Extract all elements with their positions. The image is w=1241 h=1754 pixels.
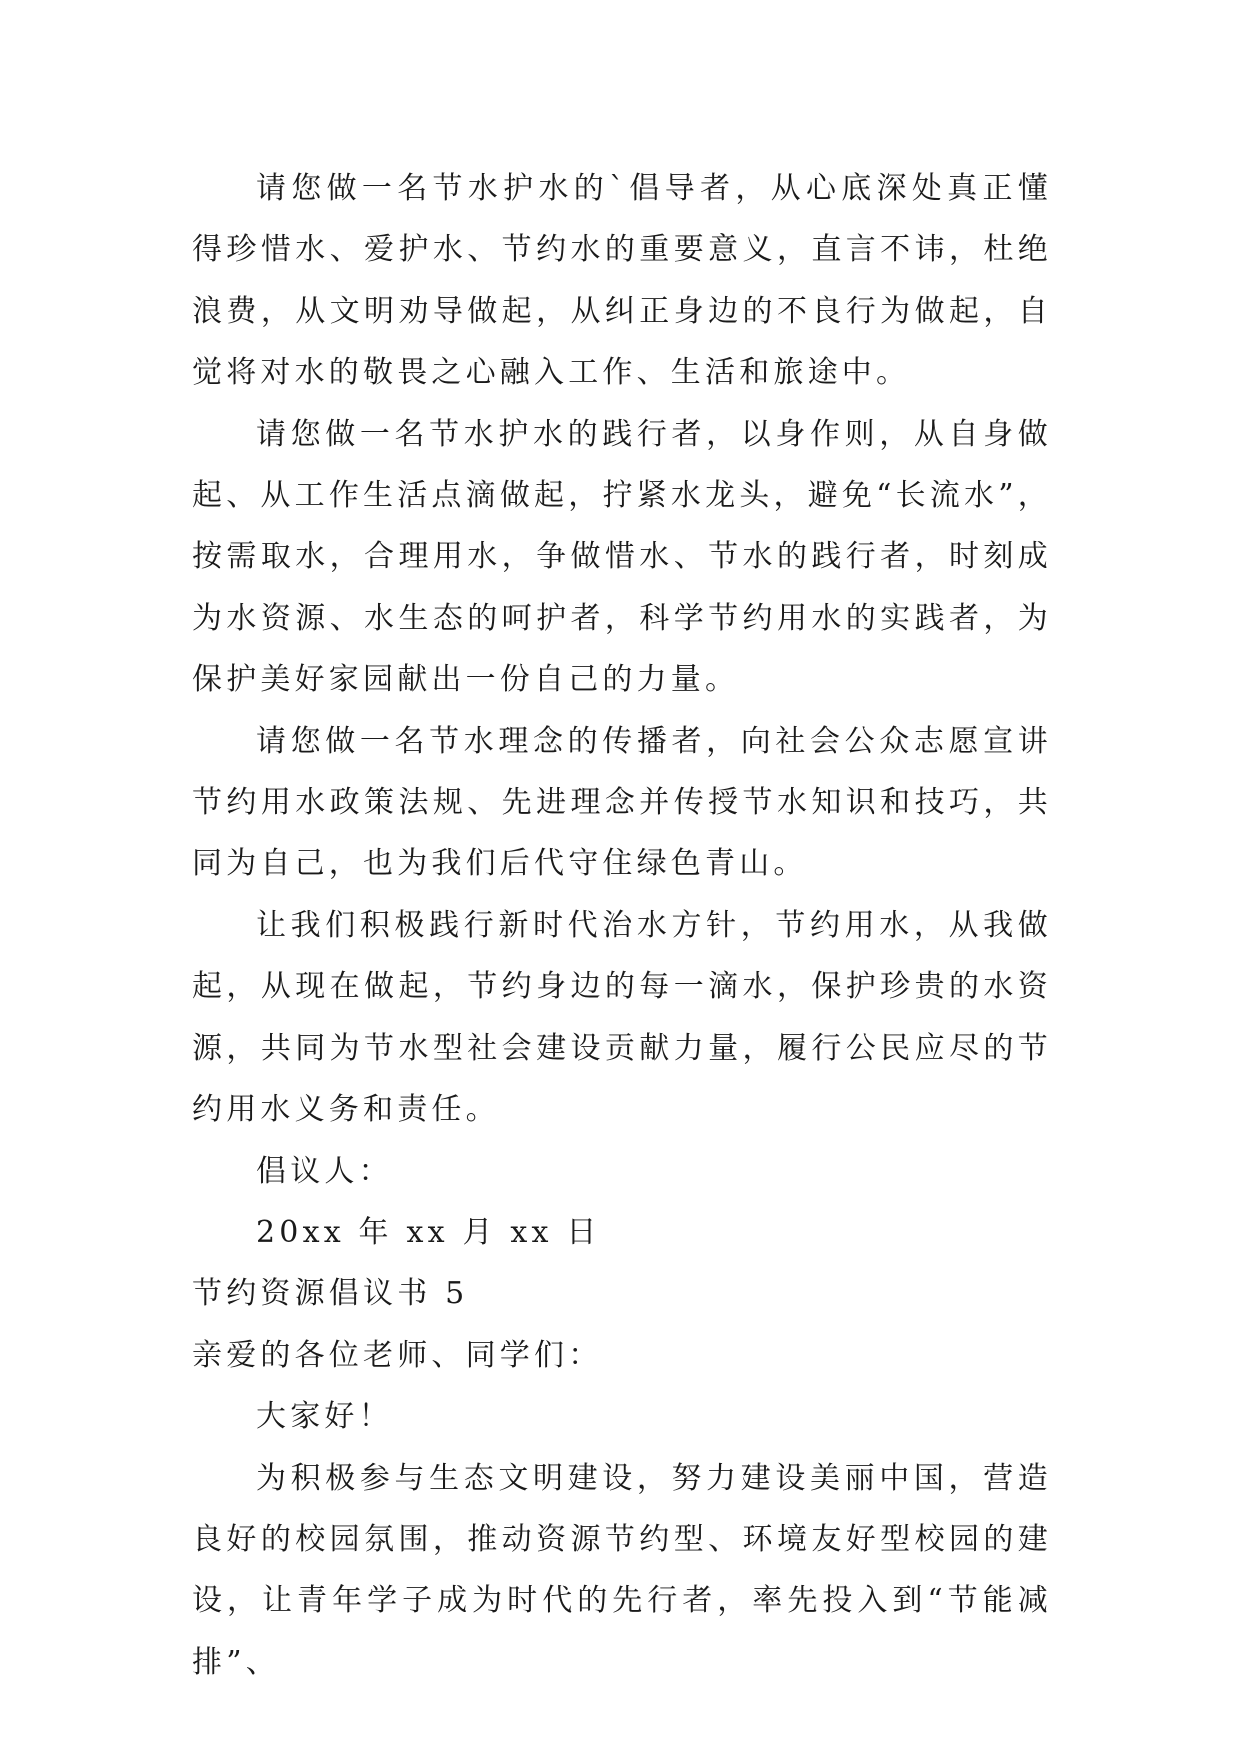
paragraph-intro: 为积极参与生态文明建设，努力建设美丽中国，营造良好的校园氛围，推动资源节约型、环境友好型校园的建设，让青年学子成为时代的先行者，率先投入到“节能减排”、 xyxy=(192,1460,1052,1680)
salutation: 亲爱的各位老师、同学们： xyxy=(192,1337,603,1373)
section-title: 节约资源倡议书 5 xyxy=(192,1276,469,1312)
signatory-label: 倡议人： xyxy=(256,1153,393,1189)
paragraph-call-to-action: 让我们积极践行新时代治水方针，节约用水，从我做起，从现在做起，节约身边的每一滴水，保护珍贵的水资源，共同为节水型社会建设贡献力量，履行公民应尽的节约用水义务和责任。 xyxy=(192,907,1052,1128)
paragraph-practitioner: 请您做一名节水护水的践行者，以身作则，从自身做起、从工作生活点滴做起，拧紧水龙头，避免“长流水”，按需取水，合理用水，争做惜水、节水的践行者，时刻成为水资源、水生态的呵护者，科学节约用水的实践者，为保护美好家园献出一份自己的力量。 xyxy=(192,416,1052,698)
greeting: 大家好！ xyxy=(256,1399,393,1435)
signature-date: 20xx 年 xx 月 xx 日 xyxy=(256,1214,601,1250)
document-body xyxy=(192,158,1052,1693)
paragraph-disseminator: 请您做一名节水理念的传播者，向社会公众志愿宣讲节约用水政策法规、先进理念并传授节水知识和技巧，共同为自己，也为我们后代守住绿色青山。 xyxy=(192,723,1052,882)
paragraph-advocate: 请您做一名节水护水的`倡导者，从心底深处真正懂得珍惜水、爱护水、节约水的重要意义，直言不讳，杜绝浪费，从文明劝导做起，从纠正身边的不良行为做起，自觉将对水的敬畏之心融入工作、生活和旅途中。 xyxy=(192,171,1052,391)
